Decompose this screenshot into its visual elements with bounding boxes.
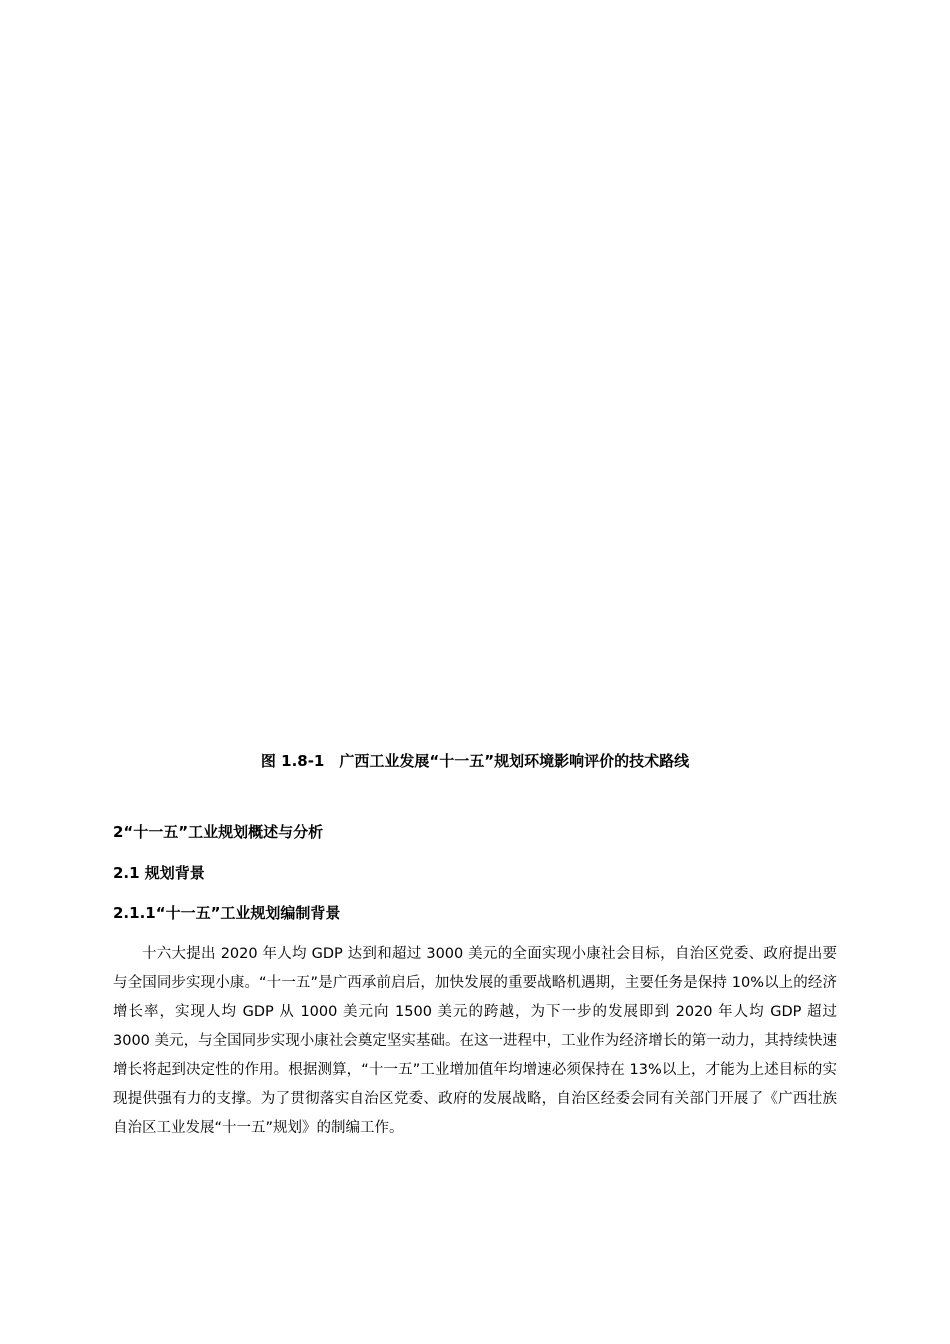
- subsubsection-heading: 2.1.1“十一五”工业规划编制背景: [113, 904, 341, 922]
- subsection-heading: 2.1 规划背景: [113, 864, 205, 882]
- section-heading: 2“十一五”工业规划概述与分析: [113, 823, 324, 841]
- figure-blank-area: [113, 90, 837, 730]
- figure-caption: 图 1.8-1 广西工业发展“十一五”规划环境影响评价的技术路线: [260, 752, 690, 770]
- body-paragraph: 十六大提出 2020 年人均 GDP 达到和超过 3000 美元的全面实现小康社会目标，自治区党委、政府提出要与全国同步实现小康。“十一五”是广西承前启后，加快发展的重要战略机遇期，主要任务是保持 10%以上的经济增长率，实现人均 GDP 从 1000 美元向 1500 美元的跨越，为下一步的发展即到 2020 年人均 GDP 超过 3000 美元，与全国同步实现小康社会奠定坚实基础。在这一进程中，工业作为经济增长的第一动力，其持续快速增长将起到决定性的作用。根据测算，“十一五”工业增加值年均增速必须保持在 13%以上，才能为上述目标的实现提供强有力的支撑。为了贯彻落实自治区党委、政府的发展战略，自治区经委会同有关部门开展了《广西壮族自治区工业发展“十一五”规划》的制编工作。: [113, 946, 837, 1136]
